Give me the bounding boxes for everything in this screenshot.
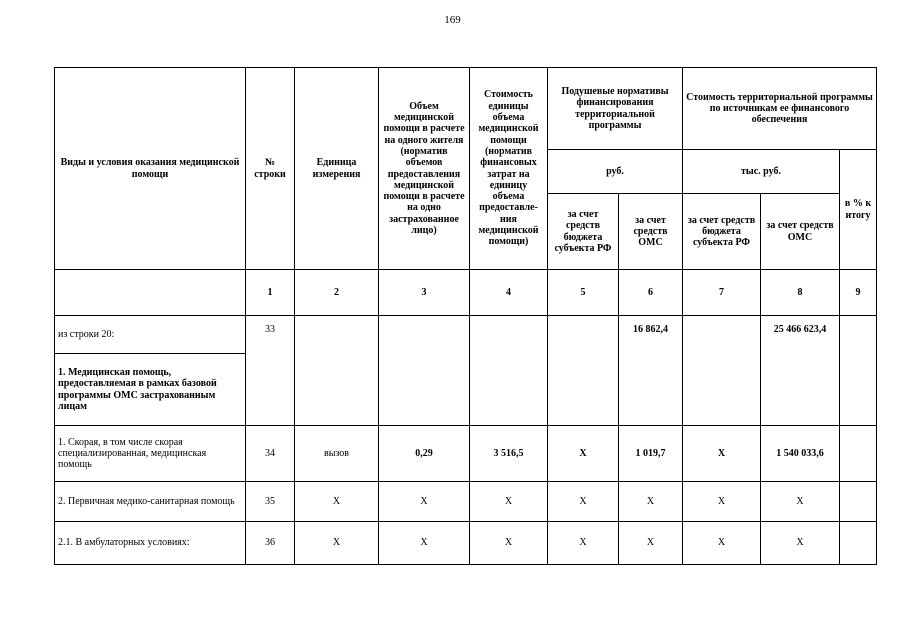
column-number-cell: 4 bbox=[470, 270, 548, 316]
row-volume bbox=[379, 316, 470, 426]
row-oms-rub: 16 862,4 bbox=[619, 316, 683, 426]
row-oms-thous: Х bbox=[761, 522, 840, 565]
row-budget-thous: Х bbox=[683, 426, 761, 482]
row-volume: Х bbox=[379, 482, 470, 522]
row-percent bbox=[840, 522, 877, 565]
row-name: 2.1. В амбулаторных условиях: bbox=[55, 522, 246, 565]
row-budget-rub bbox=[548, 316, 619, 426]
row-unit bbox=[295, 316, 379, 426]
header-rub: руб. bbox=[548, 150, 683, 194]
row-budget-thous bbox=[683, 316, 761, 426]
column-number-cell: 2 bbox=[295, 270, 379, 316]
header-territorial-cost: Стоимость территориальной программы по источникам ее финансового обеспечения bbox=[683, 68, 877, 150]
row-number: 34 bbox=[246, 426, 295, 482]
row-budget-thous: Х bbox=[683, 482, 761, 522]
row-percent bbox=[840, 316, 877, 426]
header-oms-rub: за счет средств ОМС bbox=[619, 194, 683, 270]
row-name: 2. Первичная медико-санитарная помощь bbox=[55, 482, 246, 522]
row-cost: Х bbox=[470, 522, 548, 565]
row-oms-thous: 25 466 623,4 bbox=[761, 316, 840, 426]
page-number: 169 bbox=[444, 14, 461, 26]
column-number-cell bbox=[55, 270, 246, 316]
row-name: 1. Скорая, в том числе скорая специализированная, медицинская помощь bbox=[55, 426, 246, 482]
row-budget-thous: Х bbox=[683, 522, 761, 565]
row-volume: 0,29 bbox=[379, 426, 470, 482]
table-row bbox=[55, 522, 877, 565]
header-oms-thous: за счет средств ОМС bbox=[761, 194, 840, 270]
row-budget-rub: Х bbox=[548, 482, 619, 522]
row-oms-rub: Х bbox=[619, 482, 683, 522]
row-number: 35 bbox=[246, 482, 295, 522]
row-unit: Х bbox=[295, 522, 379, 565]
column-number-cell: 5 bbox=[548, 270, 619, 316]
row-oms-thous: Х bbox=[761, 482, 840, 522]
column-number-cell: 7 bbox=[683, 270, 761, 316]
header-budget-thous: за счет средств бюджета субъекта РФ bbox=[683, 194, 761, 270]
column-number-cell: 1 bbox=[246, 270, 295, 316]
header-row-number: № строки bbox=[246, 68, 295, 270]
column-number-cell: 3 bbox=[379, 270, 470, 316]
row-name: из строки 20: bbox=[55, 316, 246, 354]
column-number-cell: 8 bbox=[761, 270, 840, 316]
row-cost bbox=[470, 316, 548, 426]
header-percent-total: в % к итогу bbox=[840, 150, 877, 270]
header-per-capita: Подушевые нормативы финансирования территориальной программы bbox=[548, 68, 683, 150]
row-volume: Х bbox=[379, 522, 470, 565]
header-unit: Единица измерения bbox=[295, 68, 379, 270]
table-row bbox=[55, 426, 877, 482]
row-number: 33 bbox=[246, 316, 295, 426]
row-unit: Х bbox=[295, 482, 379, 522]
row-name: 1. Медицинская помощь, предоставляемая в рамках базовой программы ОМС застрахованным лицам bbox=[55, 354, 246, 426]
column-number-cell: 9 bbox=[840, 270, 877, 316]
table-row bbox=[55, 316, 877, 354]
medical-care-table bbox=[54, 67, 877, 565]
row-unit: вызов bbox=[295, 426, 379, 482]
header-unit-cost: Стоимость единицы объема медицинской помощи (норматив финансовых затрат на единицу объема предоставле-ния медицинской помощи) bbox=[470, 68, 548, 270]
header-volume: Объем медицинской помощи в расчете на одного жителя (норматив объемов предоставления медицинской помощи в расчете на одно застрахованное лицо) bbox=[379, 68, 470, 270]
row-oms-thous: 1 540 033,6 bbox=[761, 426, 840, 482]
header-thous-rub: тыс. руб. bbox=[683, 150, 840, 194]
column-number-cell: 6 bbox=[619, 270, 683, 316]
header-types: Виды и условия оказания медицинской помощи bbox=[55, 68, 246, 270]
table-row bbox=[55, 482, 877, 522]
row-cost: 3 516,5 bbox=[470, 426, 548, 482]
row-percent bbox=[840, 482, 877, 522]
row-budget-rub: Х bbox=[548, 522, 619, 565]
row-oms-rub: Х bbox=[619, 522, 683, 565]
row-oms-rub: 1 019,7 bbox=[619, 426, 683, 482]
row-budget-rub: Х bbox=[548, 426, 619, 482]
row-cost: Х bbox=[470, 482, 548, 522]
row-number: 36 bbox=[246, 522, 295, 565]
header-budget-rub: за счет средств бюджета субъекта РФ bbox=[548, 194, 619, 270]
row-percent bbox=[840, 426, 877, 482]
